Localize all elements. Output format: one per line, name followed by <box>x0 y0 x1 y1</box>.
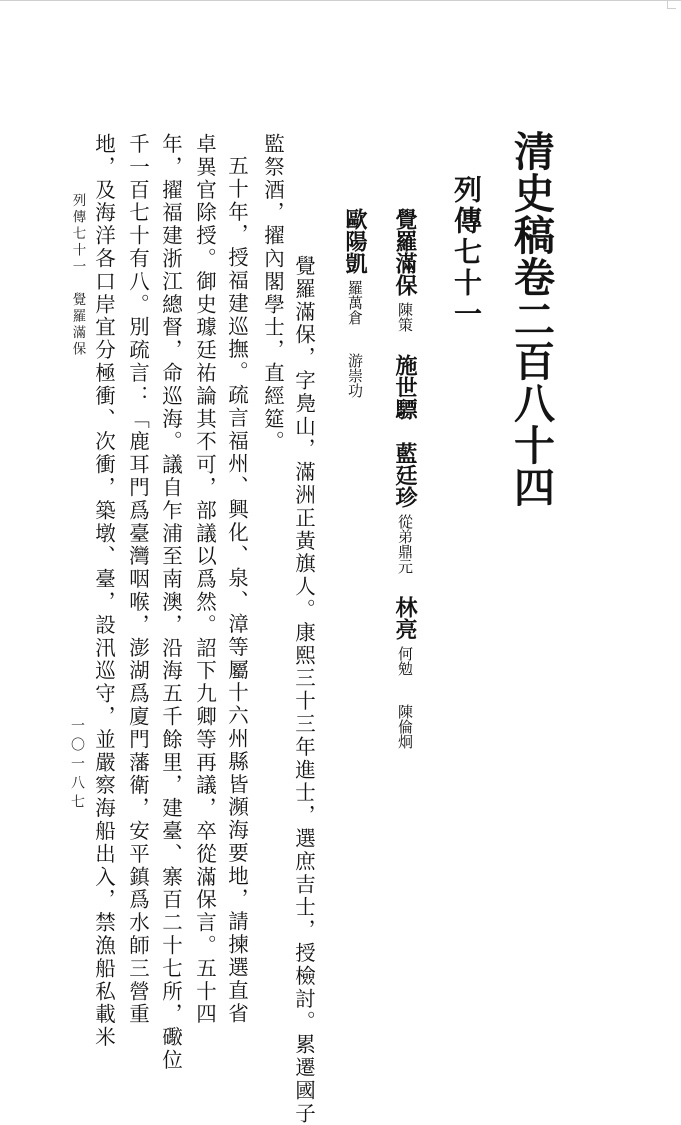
subname-he-mian: 何勉 <box>396 646 414 676</box>
body-text-column-7: 地，及海洋各口岸宜分極衝、次衝，築墩、臺，設汛巡守，並嚴察海船出入，禁漁船私載米 <box>91 133 116 1049</box>
name-lin-liang: 林亮 <box>392 596 418 640</box>
name-ouyang-kai: 歐陽凱 <box>342 208 368 274</box>
biography-names-line-1 <box>394 208 416 749</box>
biography-names-line-2 <box>344 208 366 398</box>
scan-corner-mark <box>667 0 676 9</box>
name-shi-shibiao: 施世驃 <box>392 354 418 420</box>
volume-title: 清史稿卷二百八十四 <box>507 130 555 508</box>
body-text-column-4: 卓異官除授。御史璩廷祐論其不可，部議以爲然。詔下九卿等再議，卒從滿保言。五十四 <box>192 133 217 1027</box>
chapter-heading: 列傳七十一 <box>450 175 483 330</box>
running-header: 列傳七十一 覺羅滿保 <box>69 193 86 358</box>
scan-edge-line <box>0 0 681 1</box>
name-lan-tingzhen: 藍廷珍 <box>392 442 418 508</box>
subname-congdi-dingyuan: 從弟鼎元 <box>396 514 414 574</box>
body-text-column-2: 監祭酒，擢內閣學士，直經筵。 <box>260 133 285 454</box>
subname-luo-wancang: 羅萬倉 <box>346 280 364 325</box>
page-number: 一〇一八七 <box>69 718 85 813</box>
body-text-column-6: 千一百七十有八。別疏言：「鹿耳門爲臺灣咽喉，澎湖爲廈門藩衛，安平鎮爲水師三營重 <box>125 133 150 1027</box>
body-text-column-1: 覺羅滿保，字鳧山，滿洲正黃旗人。康熙三十三年進士，選庶吉士，授檢討。累遷國子 <box>291 255 316 1125</box>
body-text-column-5: 年，擢福建浙江總督，命巡海。議自乍浦至南澳，沿海五千餘里，建臺、寨百二十七所，礮位 <box>158 133 183 1072</box>
name-juelo-manbao: 覺羅滿保 <box>392 208 418 296</box>
subname-chen-lunjiong: 陳倫炯 <box>396 704 414 749</box>
subname-chen-ce: 陳策 <box>396 302 414 332</box>
subname-you-chonggong: 游崇功 <box>346 353 364 398</box>
body-text-column-3: 五十年，授福建巡撫。疏言福州、興化、泉、漳等屬十六州縣皆瀕海要地，請揀選直省 <box>224 155 249 1026</box>
